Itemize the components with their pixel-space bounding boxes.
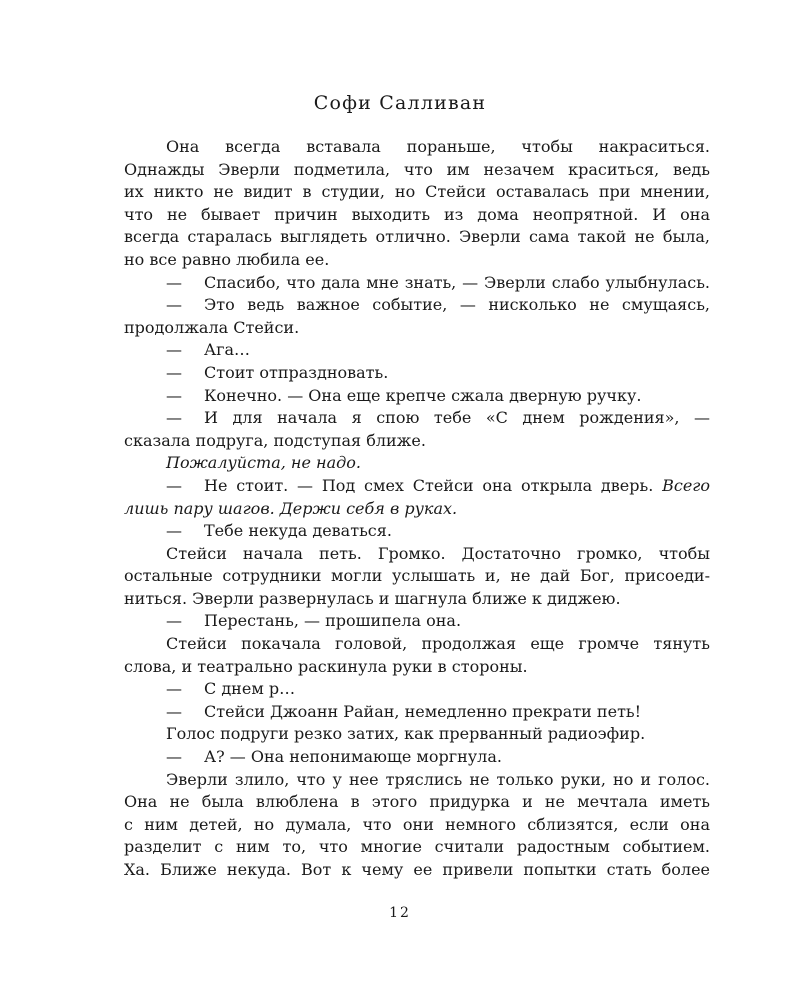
text-line [124,610,710,633]
line-text: Не стоит. — Под смех Стейси она открыла дверь. [204,475,654,495]
dialogue-dash: — [166,475,182,495]
dialogue-dash: — [166,295,182,315]
text-line [124,249,710,272]
text-line [124,543,710,566]
text-line [124,678,710,701]
line-text: А? — Она непонимающе моргнула. [204,747,502,767]
text-line [124,498,710,521]
text-line [124,430,710,453]
text-line [124,339,710,362]
line-text: С днем р… [204,679,296,699]
line-text: Тебе некуда деваться. [204,521,392,541]
line-text: И для начала я спою тебе «С днем рождения», — [204,408,710,428]
text-line [124,136,710,159]
line-text: Перестань, — прошипела она. [204,611,462,631]
line-text: сказала подруга, подступая ближе. [124,430,426,450]
text-line [124,317,710,340]
dialogue-dash: — [166,521,182,541]
line-text: Ага… [204,340,251,360]
line-text: Она всегда вставала пораньше, чтобы накраситься. [166,137,710,156]
line-text: Она не была влюблена в этого придурка и не мечтала иметь [124,792,710,812]
text-line [124,407,710,430]
dialogue-dash: — [166,747,182,767]
line-text: с ним детей, но думала, что они немного сблизятся, если она [124,814,710,834]
text-line [124,769,710,792]
dialogue-dash: — [166,340,182,360]
line-text: всегда старалась выглядеть отлично. Эверли сама такой не была, [124,227,710,247]
dialogue-dash: — [166,272,182,292]
dialogue-dash: — [166,701,182,721]
text-line [124,226,710,249]
italic-text: Всего [662,475,710,495]
line-text: разделит с ним то, что многие считали радостным событием. [124,837,710,857]
text-line [124,272,710,295]
line-text: Ха. Ближе некуда. Вот к чему ее привели попытки стать более [124,860,710,879]
dialogue-dash: — [166,385,182,405]
line-text: Однажды Эверли подметила, что им незачем краситься, ведь [124,159,710,179]
page-number: 12 [389,905,411,921]
line-text: Спасибо, что дала мне знать, — Эверли слабо улыбнулась. [204,272,710,292]
italic-text: лишь пару шагов. Держи себя в руках. [124,498,458,518]
line-text: остальные сотрудники могли услышать и, не дай Бог, присоеди- [124,566,710,586]
line-text: но все равно любила ее. [124,249,330,269]
text-line [124,814,710,837]
text-line [124,520,710,543]
line-text: продолжала Стейси. [124,317,300,337]
line-text: Стейси Джоанн Райан, немедленно прекрати петь! [204,701,642,721]
line-text: Эверли злило, что у нее тряслись не только руки, но и голос. [166,769,710,789]
text-line [124,746,710,769]
text-line [124,656,710,679]
body-text [124,136,710,882]
text-line [124,362,710,385]
text-line [124,204,710,227]
text-line [124,452,710,475]
dialogue-dash: — [166,611,182,631]
text-line [124,791,710,814]
line-text: Конечно. — Она еще крепче сжала дверную ручку. [204,385,642,405]
dialogue-dash: — [166,408,182,428]
text-line [124,181,710,204]
line-text: их никто не видит в студии, но Стейси оставалась при мнении, [124,182,710,202]
line-text: слова, и театрально раскинула руки в стороны. [124,656,528,676]
text-line [124,294,710,317]
text-line [124,159,710,182]
line-text: что не бывает причин выходить из дома неопрятной. И она [124,204,710,224]
text-line [124,475,710,498]
line-text: ниться. Эверли развернулась и шагнула ближе к диджею. [124,588,621,608]
text-line [124,633,710,656]
text-line [124,385,710,408]
italic-text: Пожалуйста, не надо. [166,453,361,473]
line-text: Стоит отпраздновать. [204,362,389,382]
text-line [124,565,710,588]
line-text: Голос подруги резко затих, как прерванный радиоэфир. [166,724,646,744]
text-line [124,859,710,882]
line-text: Стейси покачала головой, продолжая еще громче тянуть [166,634,710,654]
text-line [124,701,710,724]
line-text: Это ведь важное событие, — нисколько не смущаясь, [204,295,710,315]
dialogue-dash: — [166,679,182,699]
text-line [124,836,710,859]
dialogue-dash: — [166,362,182,382]
text-line [124,588,710,611]
line-text: Стейси начала петь. Громко. Достаточно громко, чтобы [166,543,710,563]
text-line [124,723,710,746]
running-head: Софи Салливан [313,92,487,114]
